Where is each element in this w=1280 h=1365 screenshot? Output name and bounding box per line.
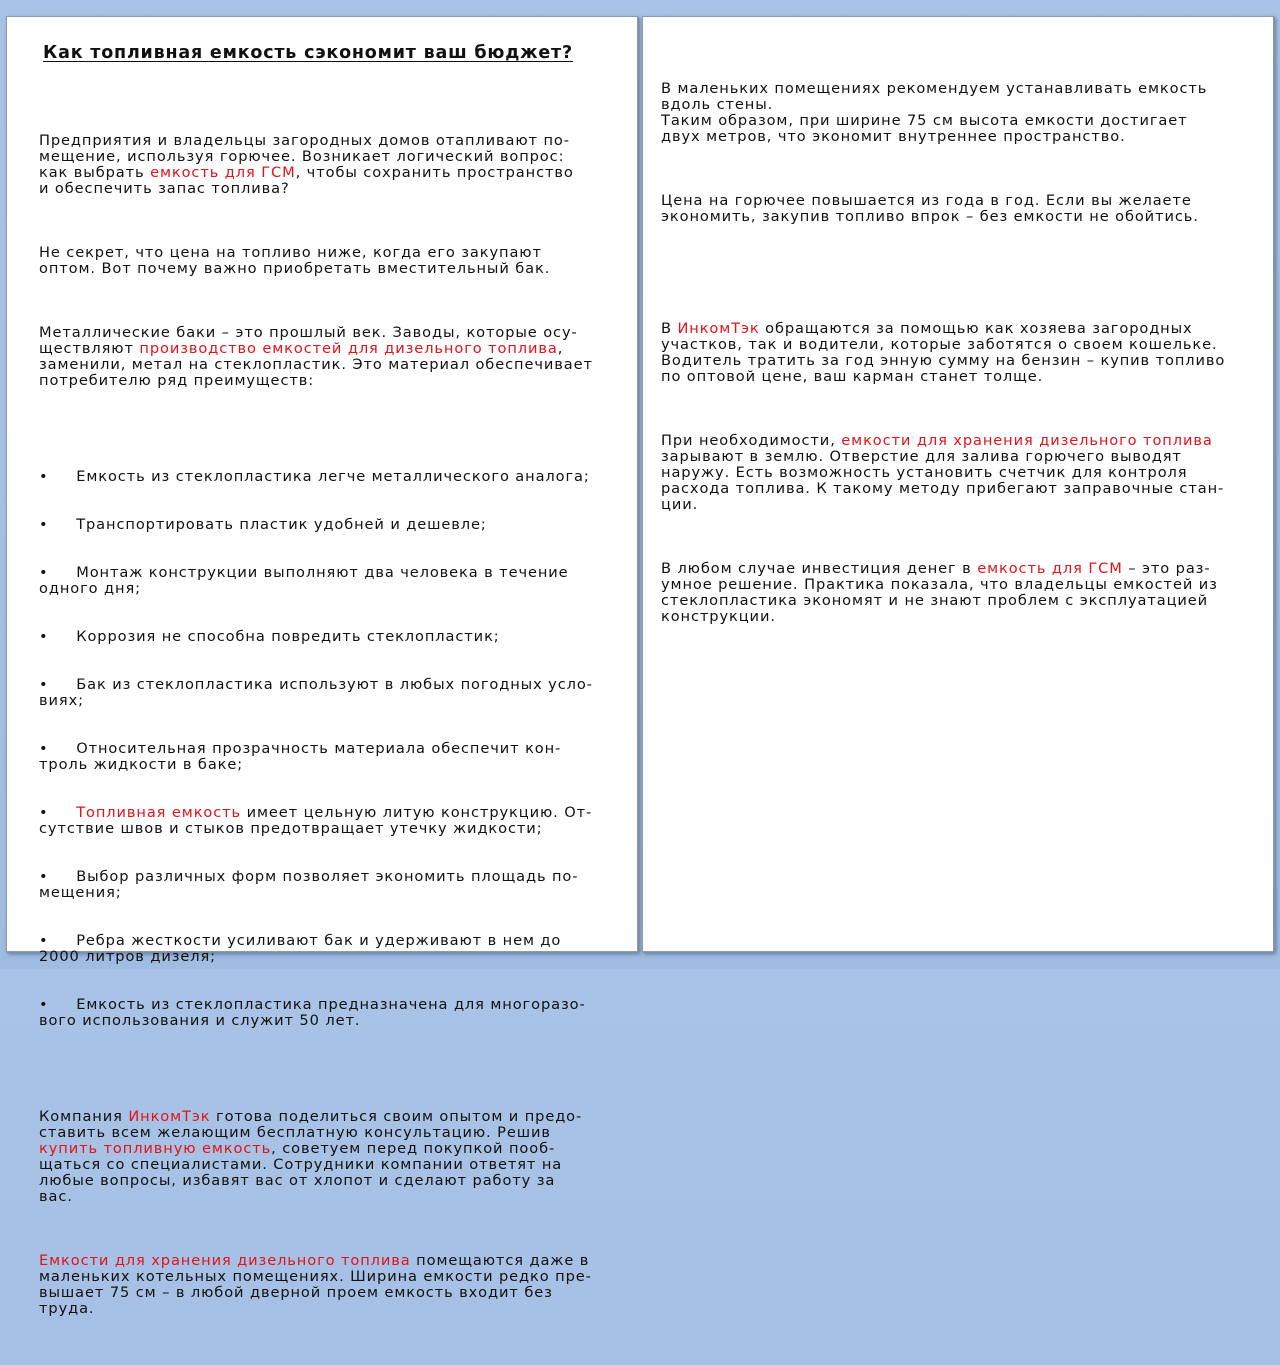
paragraph-intro — [39, 133, 629, 197]
text-run: Предприятия и владельцы загородных домов отапливают по- мещение, используя горючее. Возникает логический вопрос: как выбрать — [39, 132, 570, 181]
text-run: , заменили, метал на стеклопластик. Это материал обеспечивает потребителю ряд преимуществ: — [39, 340, 593, 389]
list-item: • Бак из стеклопластика используют в любых погодных усло- виях; — [39, 676, 593, 709]
text-run: При необходимости, — [661, 432, 842, 449]
list-item: • Емкость из стеклопластика легче металлического аналога; — [39, 468, 590, 485]
link-diesel-tank-production[interactable]: производство емкостей для дизельного топлива — [139, 340, 558, 357]
list-item: • Монтаж конструкции выполняют два человека в течение одного дня; — [39, 564, 569, 597]
link-gsm-tank[interactable]: емкость для ГСМ — [977, 560, 1123, 577]
paragraph-price: Не секрет, что цена на топливо ниже, когда его закупают оптом. Вот почему важно приобретать вместительный бак. — [39, 244, 551, 277]
text-run: , советуем перед покупкой пооб- щаться со специалистами. Сотрудники компании ответят на любые вопросы, избавят вас от хлопот и сделают работу за вас. — [39, 1140, 563, 1205]
paragraph-storage — [39, 1253, 629, 1317]
text-run: готова поделиться своим опытом и предо- ставить всем желающим бесплатную консультацию. Решив — [39, 1108, 583, 1141]
bullet-marker: • — [39, 804, 77, 821]
list-item: • Ребра жесткости усиливают бак и удерживают в нем до 2000 литров дизеля; — [39, 932, 562, 965]
link-gsm-tank[interactable]: емкость для ГСМ — [150, 164, 296, 181]
text-run: имеет цельную литую конструкцию. От- сутствие швов и стыков предотвращает утечку жидкости; — [39, 804, 593, 837]
link-diesel-storage-tanks[interactable]: Емкости для хранения дизельного топлива — [39, 1252, 411, 1269]
list-item: • Коррозия не способна повредить стеклопластик; — [39, 628, 500, 645]
list-item: • Выбор различных форм позволяет экономить площадь по- мещения; — [39, 868, 579, 901]
advantages-list — [39, 437, 629, 1061]
list-item: • Относительная прозрачность материала обеспечит кон- троль жидкости в баке; — [39, 740, 562, 773]
link-inkomtek[interactable]: ИнкомТэк — [128, 1108, 211, 1125]
left-column — [39, 101, 629, 1365]
text-run: зарывают в землю. Отверстие для залива горючего выводят наружу. Есть возможность установить счетчик для контроля расхода топлива. К такому методу прибегают заправочные стан- ции. — [661, 448, 1225, 513]
list-item: • Транспортировать пластик удобней и дешевле; — [39, 516, 487, 533]
text-run: помещаются даже в маленьких котельных помещениях. Ширина емкости редко пре- вышает 75 см – в любой дверной проем емкость входит без труда. — [39, 1252, 592, 1317]
paragraph-small-rooms: В маленьких помещениях рекомендуем устанавливать емкость вдоль стены. Таким образом, при ширине 75 см высота емкости достигает двух метров, что экономит внутреннее пространство. — [661, 80, 1208, 145]
page-title: Как топливная емкость сэкономит ваш бюджет? — [43, 43, 573, 63]
link-fuel-tank[interactable]: Топливная емкость — [76, 804, 242, 821]
document-page-left — [6, 16, 638, 1317]
text-run: , чтобы сохранить пространство и обеспечить запас топлива? — [39, 164, 574, 197]
paragraph-metal-tanks — [39, 325, 629, 389]
paragraph-customers — [661, 321, 1265, 385]
paragraph-company — [39, 1109, 629, 1205]
link-inkomtek[interactable]: ИнкомТэк — [677, 320, 760, 337]
link-diesel-storage-tanks[interactable]: емкости для хранения дизельного топлива — [841, 432, 1213, 449]
link-buy-fuel-tank[interactable]: купить топливную емкость — [39, 1140, 272, 1157]
text-run: Компания — [39, 1108, 129, 1125]
list-item: • Емкость из стеклопластика предназначена для многоразо- вого использования и служит 50 лет. — [39, 996, 586, 1029]
paragraph-fuel-price: Цена на горючее повышается из года в год. Если вы желаете экономить, закупив топливо впрок – без емкости не обойтись. — [661, 192, 1199, 225]
text-run: – это раз- умное решение. Практика показала, что владельцы емкостей из стеклопластика экономят и не знают проблем с эксплуатацией конструкции. — [661, 560, 1218, 625]
spacer — [661, 273, 1265, 289]
text-run: Металлические баки – это прошлый век. Заводы, которые осу- ществляют — [39, 324, 578, 357]
text-run: В любом случае инвестиция денег в — [661, 560, 978, 577]
list-item — [39, 805, 629, 837]
document-page-right — [642, 16, 1274, 952]
paragraph-conclusion — [661, 561, 1265, 625]
paragraph-underground — [661, 433, 1265, 513]
text-run: В — [661, 320, 678, 337]
text-run: обращаются за помощью как хозяева загородных участков, так и водители, которые заботятся о своем кошельке. Водитель тратить за год энную сумму на бензин – купив топливо по оптовой цене, ваш карман станет толще. — [661, 320, 1226, 385]
right-column — [661, 49, 1265, 673]
